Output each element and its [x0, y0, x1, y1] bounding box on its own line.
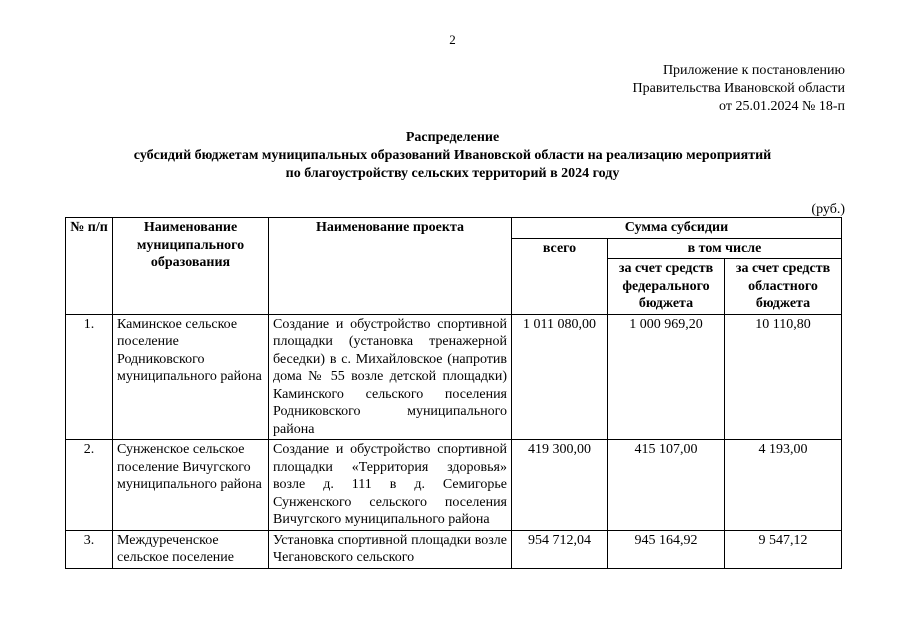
appendix-line-1: Приложение к постановлению [662, 63, 845, 78]
row-federal: 1 000 969,20 [608, 314, 725, 440]
table-row [66, 314, 842, 440]
appendix-reference [633, 62, 845, 116]
row-regional: 9 547,12 [725, 530, 842, 568]
row-project: Создание и обустройство спортивной площадки (установка тренажерной беседки) в с. Михайловское (напротив дома № 55 возле детской площадки) Каминского сельского поселения Родниковского муниципального района [269, 314, 512, 440]
row-num: 3. [66, 530, 113, 568]
header-municipality: Наименование муниципального образования [113, 218, 269, 315]
row-project: Установка спортивной площадки возле Чегановского сельского [269, 530, 512, 568]
title-line-1: Распределение [405, 130, 500, 145]
document-title [0, 129, 905, 183]
header-regional: за счет средств областного бюджета [725, 259, 842, 315]
row-federal: 415 107,00 [608, 440, 725, 531]
header-federal: за счет средств федерального бюджета [608, 259, 725, 315]
row-total: 954 712,04 [512, 530, 608, 568]
currency-unit: (руб.) [811, 202, 845, 217]
row-num: 2. [66, 440, 113, 531]
header-num: № п/п [66, 218, 113, 315]
row-project: Создание и обустройство спортивной площадки «Территория здоровья» возле д. 111 в д. Семигорье Сунженского сельского поселения Вичугского муниципального района [269, 440, 512, 531]
subsidy-distribution-table [65, 217, 842, 569]
row-total: 1 011 080,00 [512, 314, 608, 440]
title-line-3: по благоустройству сельских территорий в 2024 году [285, 166, 620, 181]
table-row [66, 440, 842, 531]
header-subsidy: Сумма субсидии [512, 218, 842, 239]
header-project: Наименование проекта [269, 218, 512, 315]
page-number: 2 [449, 32, 456, 47]
appendix-line-2: Правительства Ивановской области [632, 81, 845, 96]
header-including: в том числе [608, 238, 842, 259]
row-municipality: Сунженское сельское поселение Вичугского муниципального района [113, 440, 269, 531]
title-line-2: субсидий бюджетам муниципальных образований Ивановской области на реализацию мероприятий [133, 148, 772, 163]
row-federal: 945 164,92 [608, 530, 725, 568]
row-total: 419 300,00 [512, 440, 608, 531]
row-municipality: Междуреченское сельское поселение [113, 530, 269, 568]
appendix-line-3: от 25.01.2024 № 18-п [719, 99, 845, 114]
row-municipality: Каминское сельское поселение Родниковского муниципального района [113, 314, 269, 440]
row-num: 1. [66, 314, 113, 440]
table-row [66, 530, 842, 568]
header-row [66, 218, 842, 239]
row-regional: 4 193,00 [725, 440, 842, 531]
header-total: всего [512, 238, 608, 314]
row-regional: 10 110,80 [725, 314, 842, 440]
